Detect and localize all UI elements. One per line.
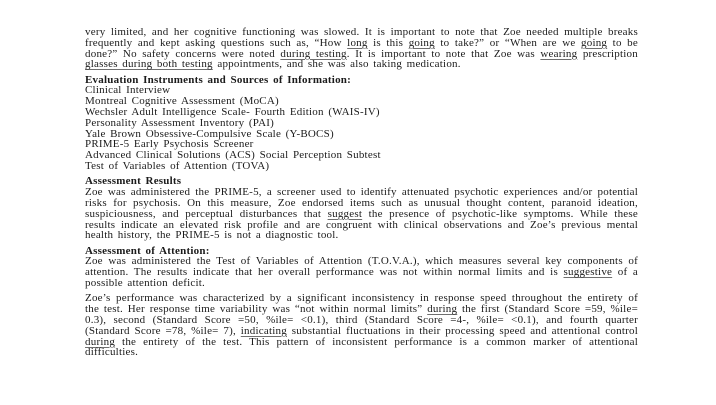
instrument-line: Test of Variables of Attention (TOVA) — [85, 160, 270, 173]
text-run: Zoe was administered the Test of Variables of Attention (T.O.V.A.), which measures several key components of attention. The results indicate that her overall performance was not within normal limits and is — [85, 255, 638, 279]
grammar-flagged-text: suggest — [327, 207, 363, 220]
heading-assessment-results: Assessment Results — [85, 175, 182, 188]
grammar-flagged-text: going — [581, 36, 608, 49]
instrument-line: Yale Brown Obsessive-Compulsive Scale (Y-BOCS) — [85, 127, 334, 140]
instrument-line: PRIME-5 Early Psychosis Screener — [85, 138, 254, 151]
text-run: the first (Standard Score =59, %ile= 0.3), second (Standard Score =50, %ile= <0.1), third (Standard Score =4-, %ile= <0.1), and fourth quarter (Standard Score =78, %ile= 7), — [85, 303, 638, 337]
text-run: appointments, and she was also taking medication. — [212, 58, 461, 71]
grammar-flagged-text: glasses during both testing — [85, 58, 213, 71]
grammar-flagged-text: suggestive — [563, 266, 613, 279]
paragraph-prime5-results — [85, 187, 638, 241]
text-run: prescription — [577, 47, 638, 60]
grammar-flagged-text: long — [347, 36, 368, 49]
text-run: to take?” or “When are we — [434, 36, 581, 49]
text-run: . It is important to note that Zoe was — [346, 47, 541, 60]
grammar-flagged-text: during — [427, 303, 458, 316]
paragraph-tova-performance — [85, 293, 638, 358]
heading-assessment-of-attention: Assessment of Attention: — [85, 244, 210, 257]
grammar-flagged-text: indicating — [240, 324, 287, 337]
text-run: the entirety of the test. This pattern of inconsistent performance is a common marker of attentional difficulties. — [85, 335, 638, 359]
grammar-flagged-text: going — [408, 36, 435, 49]
paragraph-tova-overview — [85, 256, 638, 288]
grammar-flagged-text: wearing — [540, 47, 578, 60]
text-run: is this — [367, 36, 409, 49]
text-run: the presence of psychotic-like symptoms. While these results indicate an elevated risk profile and are congruent with clinical observations and Zoe’s previous mental health history, the PRIME-5 is not a diagnostic tool. — [85, 207, 638, 242]
paragraph-behavior-observations — [85, 27, 638, 70]
instrument-line: Montreal Cognitive Assessment (MoCA) — [85, 95, 279, 108]
section-assessment-of-attention — [85, 246, 638, 289]
text-run: Zoe’s performance was characterized by a significant inconsistency in response speed throughout the entirety of the test. Her response time variability was “not within normal limits” — [85, 292, 638, 316]
document-content — [85, 27, 638, 358]
grammar-flagged-text: during testing — [280, 47, 347, 60]
section-assessment-results — [85, 176, 638, 241]
text-run: to be done?” No safety concerns were noted — [85, 36, 638, 60]
text-run: substantial fluctuations in their processing speed and attentional control — [286, 324, 638, 337]
section-evaluation-instruments — [85, 75, 638, 172]
instrument-line: Advanced Clinical Solutions (ACS) Social Perception Subtest — [85, 149, 381, 162]
grammar-flagged-text: during — [85, 335, 116, 348]
instrument-line: Personality Assessment Inventory (PAI) — [85, 116, 275, 129]
heading-evaluation-instruments: Evaluation Instruments and Sources of Information: — [85, 73, 352, 86]
instrument-line: Clinical Interview — [85, 84, 171, 97]
instrument-list — [85, 85, 638, 171]
instrument-line: Wechsler Adult Intelligence Scale- Fourth Edition (WAIS-IV) — [85, 106, 380, 119]
text-run: of a possible attention deficit. — [85, 266, 638, 290]
text-run: very limited, and her cognitive functioning was slowed. It is important to note that Zoe needed multiple breaks frequently and kept asking questions such as, “How — [85, 26, 638, 49]
text-run: Zoe was administered the PRIME-5, a screener used to identify attenuated psychotic experiences and/or potential risks for psychosis. On this measure, Zoe endorsed items such as unusual thought content, paranoid ideation, suspiciousness, and perceptual disturbances that — [85, 186, 638, 220]
